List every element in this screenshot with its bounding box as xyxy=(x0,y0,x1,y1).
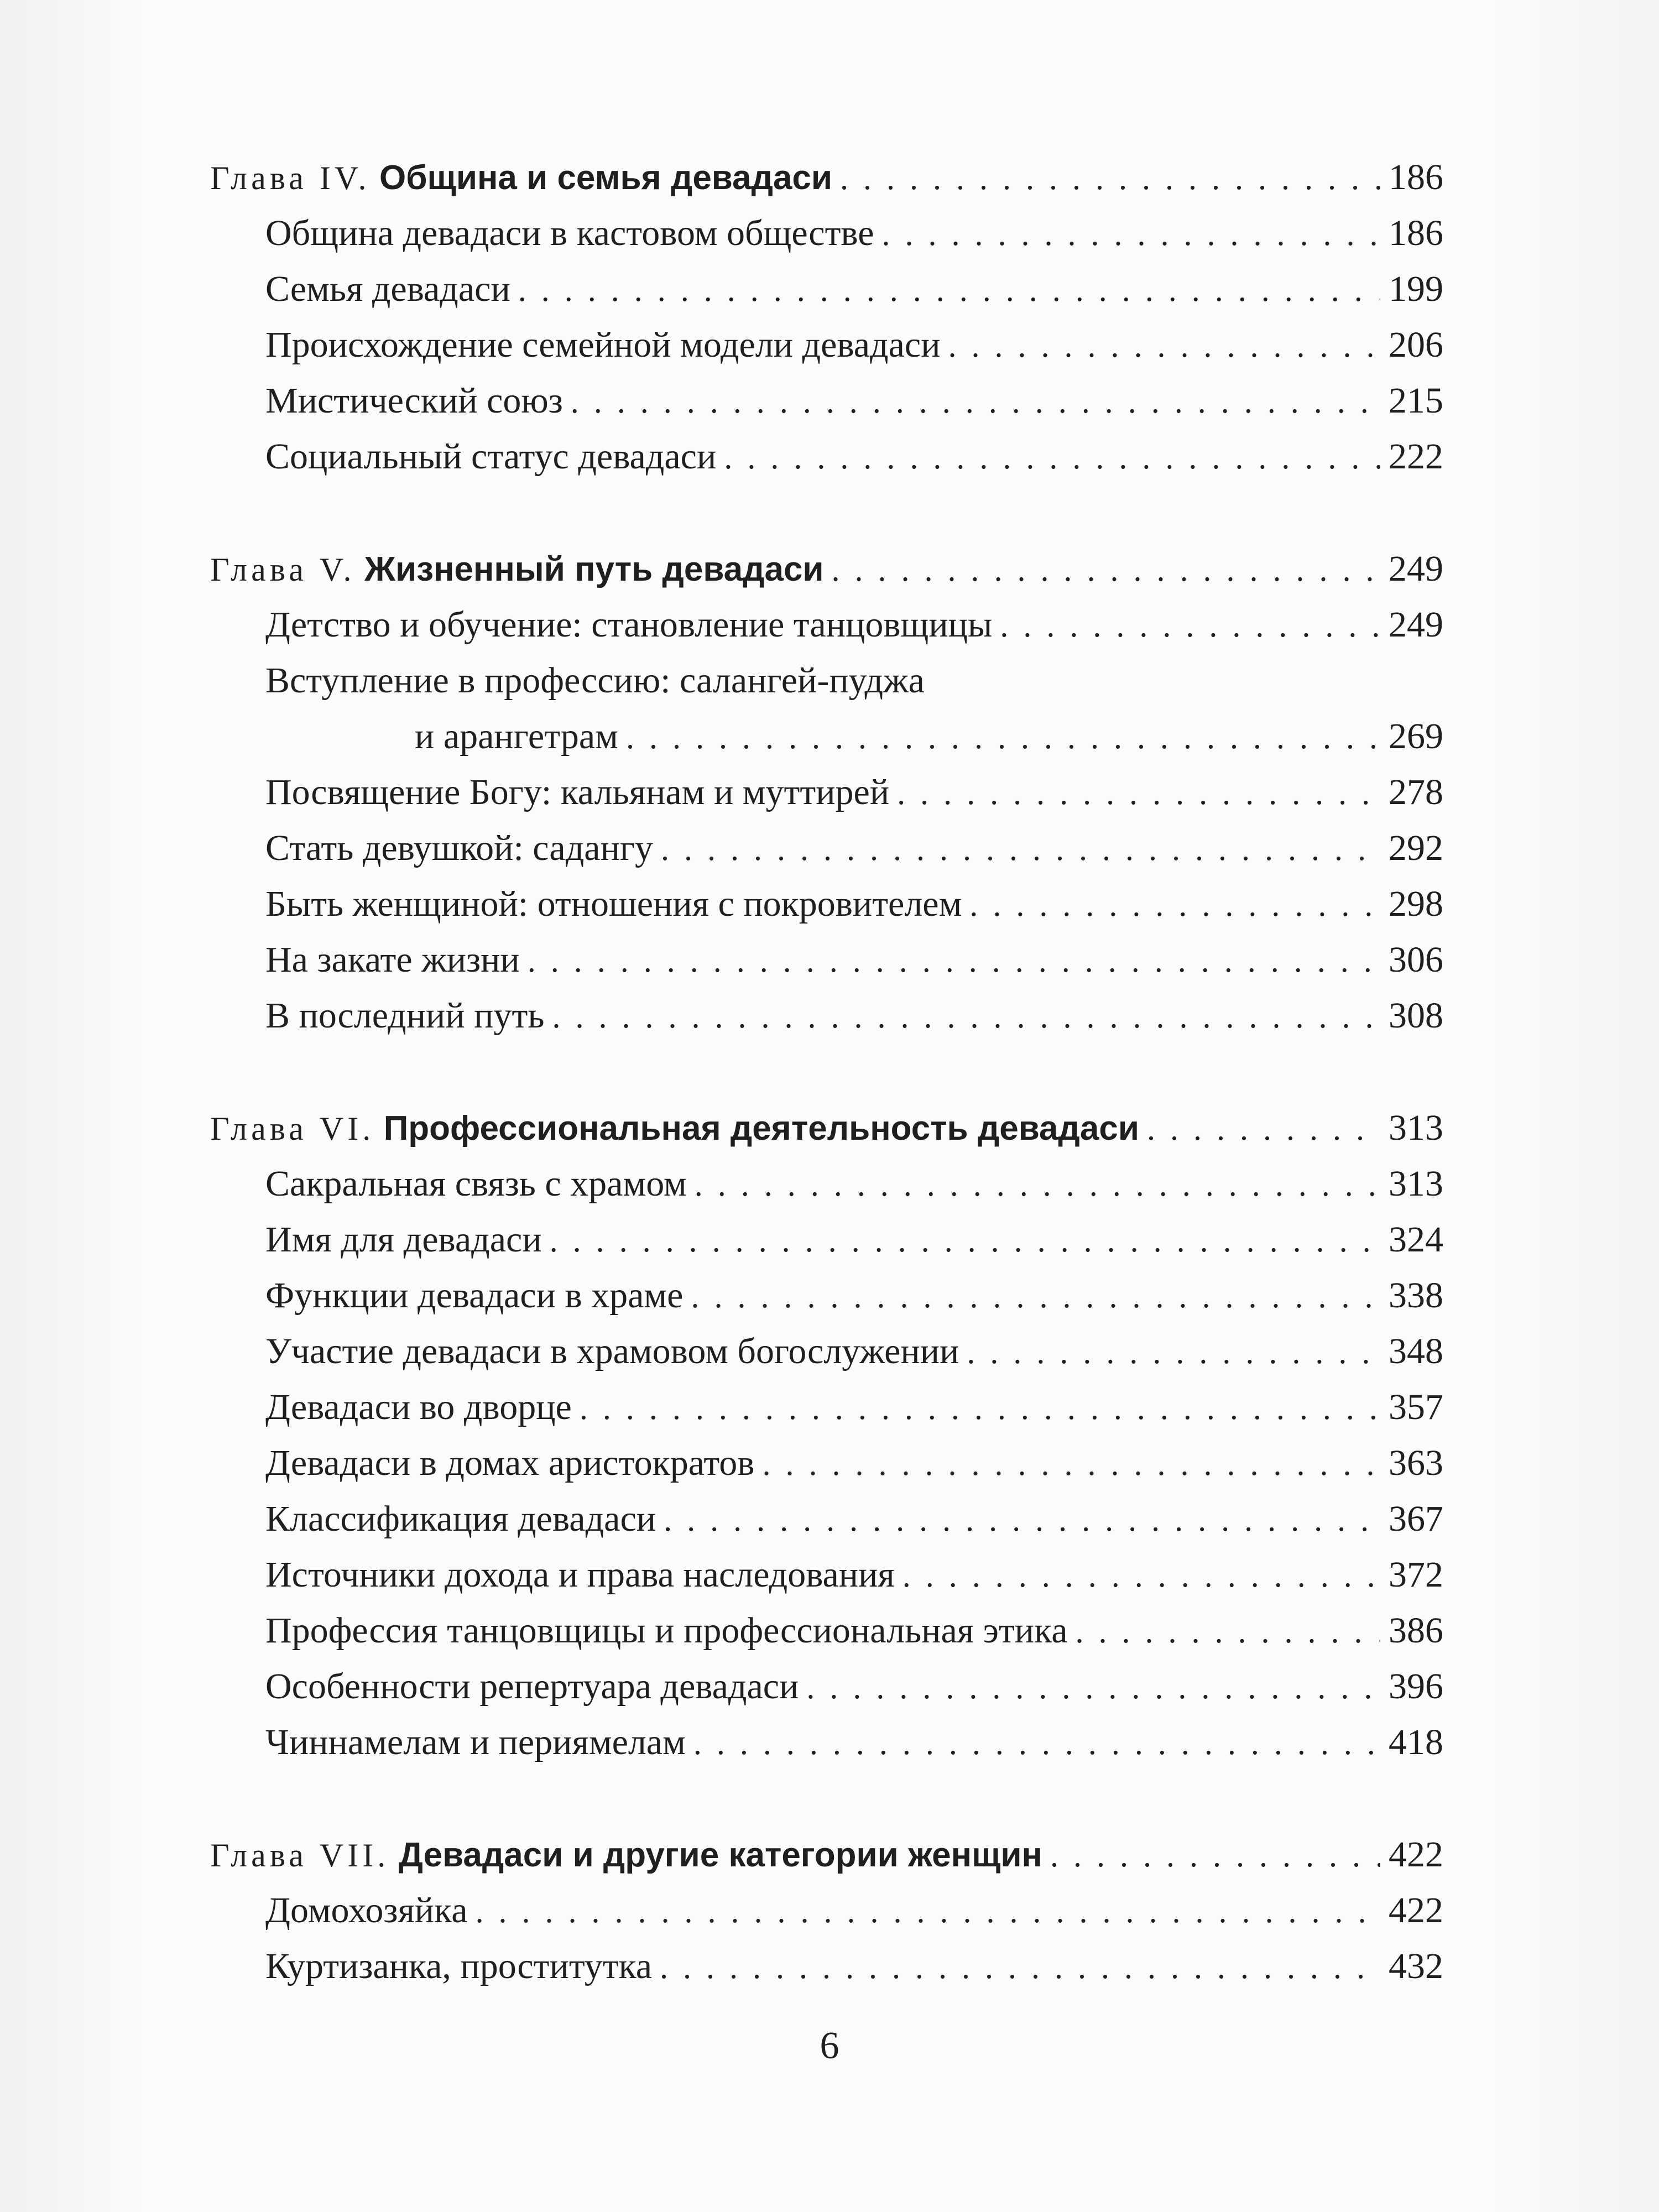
entry-label: Куртизанка, проститутка xyxy=(265,1946,652,1986)
toc-entry[interactable] xyxy=(210,317,1443,373)
page-ref: 357 xyxy=(1389,1387,1443,1427)
leader-dots xyxy=(660,1938,1380,1994)
page-ref: 432 xyxy=(1389,1946,1443,1986)
toc-entry[interactable] xyxy=(210,1156,1443,1212)
page-ref: 386 xyxy=(1389,1610,1443,1651)
table-of-contents xyxy=(210,149,1443,2051)
leader-dots xyxy=(1147,1100,1380,1156)
chapter-title: Община и семья девадаси xyxy=(379,159,833,197)
page-ref: 313 xyxy=(1389,1108,1443,1148)
page-ref: 186 xyxy=(1389,213,1443,253)
page-ref: 396 xyxy=(1389,1666,1443,1707)
entry-label: В последний путь xyxy=(265,995,545,1036)
toc-entry-first-line[interactable] xyxy=(210,653,1443,708)
page-ref: 338 xyxy=(1389,1275,1443,1316)
entry-label: На закате жизни xyxy=(265,940,520,980)
chapter-heading[interactable] xyxy=(210,1100,1443,1156)
toc-entry[interactable] xyxy=(210,1714,1443,1770)
toc-entry[interactable] xyxy=(210,764,1443,820)
toc-entry[interactable] xyxy=(210,1603,1443,1658)
toc-entry[interactable] xyxy=(210,1882,1443,1938)
entry-label: Девадаси в домах аристократов xyxy=(265,1443,755,1483)
chapter-title: Профессиональная деятельность девадаси xyxy=(383,1109,1139,1147)
toc-entry[interactable] xyxy=(210,1323,1443,1379)
toc-entry[interactable] xyxy=(210,597,1443,653)
toc-entry[interactable] xyxy=(210,1938,1443,1994)
chapter-heading[interactable] xyxy=(210,541,1443,597)
leader-dots xyxy=(902,1547,1380,1603)
page-ref: 206 xyxy=(1389,325,1443,365)
toc-entry[interactable] xyxy=(210,1491,1443,1547)
chapter-heading-text xyxy=(210,541,824,597)
leader-dots xyxy=(552,988,1380,1044)
chapter-prefix: Глава V. xyxy=(210,551,356,588)
entry-label: Девадаси во дворце xyxy=(265,1387,572,1427)
page-ref: 249 xyxy=(1389,549,1443,589)
toc-entry[interactable] xyxy=(210,988,1443,1044)
entry-label: Имя для девадаси xyxy=(265,1219,542,1260)
entry-label: Источники дохода и права наследования xyxy=(265,1554,895,1595)
page-ref: 348 xyxy=(1389,1331,1443,1371)
chapter-vi xyxy=(210,1100,1443,1770)
entry-label: Стать девушкой: садангу xyxy=(265,828,653,868)
page-ref: 249 xyxy=(1389,604,1443,645)
leader-dots xyxy=(550,1212,1380,1267)
entry-label: Особенности репертуара девадаси xyxy=(265,1666,799,1707)
leader-dots xyxy=(571,373,1380,429)
toc-entry[interactable] xyxy=(210,1547,1443,1603)
toc-entry[interactable] xyxy=(210,1658,1443,1714)
leader-dots xyxy=(967,1323,1380,1379)
entry-label: Чиннамелам и периямелам xyxy=(265,1722,686,1762)
page-ref: 422 xyxy=(1389,1834,1443,1875)
chapter-prefix: Глава VI. xyxy=(210,1110,375,1147)
entry-label: Детство и обучение: становление танцовщицы xyxy=(265,604,993,645)
leader-dots xyxy=(1050,1827,1380,1882)
entry-label: Классификация девадаси xyxy=(265,1499,656,1539)
toc-entry[interactable] xyxy=(210,1379,1443,1435)
toc-entry[interactable] xyxy=(210,205,1443,261)
toc-entry[interactable] xyxy=(210,1267,1443,1323)
leader-dots xyxy=(664,1491,1380,1547)
page-ref: 199 xyxy=(1389,269,1443,309)
page-ref: 313 xyxy=(1389,1164,1443,1204)
leader-dots xyxy=(897,764,1380,820)
entry-label: Быть женщиной: отношения с покровителем xyxy=(265,884,962,924)
page-ref: 306 xyxy=(1389,940,1443,980)
toc-entry[interactable] xyxy=(210,932,1443,988)
leader-dots xyxy=(693,1714,1380,1770)
leader-dots xyxy=(661,820,1380,876)
leader-dots xyxy=(969,876,1380,932)
entry-label: Функции девадаси в храме xyxy=(265,1275,684,1316)
leader-dots xyxy=(1000,597,1380,653)
leader-dots xyxy=(528,932,1380,988)
entry-label: Социальный статус девадаси xyxy=(265,436,717,477)
chapter-heading[interactable] xyxy=(210,1827,1443,1882)
leader-dots xyxy=(762,1435,1380,1491)
page-ref: 215 xyxy=(1389,380,1443,421)
chapter-heading[interactable] xyxy=(210,149,1443,205)
toc-entry-continuation[interactable] xyxy=(210,708,1443,764)
entry-label: Участие девадаси в храмовом богослужении xyxy=(265,1331,959,1371)
chapter-vii xyxy=(210,1827,1443,1994)
chapter-prefix: Глава IV. xyxy=(210,160,371,196)
page-ref: 292 xyxy=(1389,828,1443,868)
entry-label: Община девадаси в кастовом обществе xyxy=(265,213,874,253)
entry-label: Сакральная связь с храмом xyxy=(265,1164,687,1204)
page-ref: 324 xyxy=(1389,1219,1443,1260)
page-ref: 418 xyxy=(1389,1722,1443,1762)
leader-dots xyxy=(840,149,1380,205)
entry-label: Семья девадаси xyxy=(265,269,510,309)
leader-dots xyxy=(626,708,1380,764)
toc-entry[interactable] xyxy=(210,429,1443,484)
entry-label-continuation: и арангетрам xyxy=(415,716,618,757)
page-ref: 278 xyxy=(1389,772,1443,812)
page-ref: 363 xyxy=(1389,1443,1443,1483)
leader-dots xyxy=(948,317,1380,373)
page-ref: 298 xyxy=(1389,884,1443,924)
page-ref: 308 xyxy=(1389,995,1443,1036)
chapter-heading-text xyxy=(210,1827,1042,1882)
leader-dots xyxy=(806,1658,1380,1714)
entry-label: Вступление в профессию: салангей-пуджа xyxy=(265,660,925,701)
leader-dots xyxy=(475,1882,1380,1938)
page-number: 6 xyxy=(820,2025,839,2067)
page-ref: 372 xyxy=(1389,1554,1443,1595)
entry-label: Профессия танцовщицы и профессиональная этика xyxy=(265,1610,1068,1651)
entry-label: Домохозяйка xyxy=(265,1890,468,1931)
leader-dots xyxy=(724,429,1380,484)
chapter-prefix: Глава VII. xyxy=(210,1837,390,1874)
entry-label: Посвящение Богу: кальянам и муттирей xyxy=(265,772,890,812)
chapter-heading-text xyxy=(210,1100,1139,1156)
entry-label: Мистический союз xyxy=(265,380,563,421)
chapter-heading-text xyxy=(210,149,832,205)
page-ref: 422 xyxy=(1389,1890,1443,1931)
page-ref: 269 xyxy=(1389,716,1443,757)
toc-entry[interactable] xyxy=(210,820,1443,876)
leader-dots xyxy=(832,541,1380,597)
leader-dots xyxy=(518,261,1380,317)
leader-dots xyxy=(580,1379,1380,1435)
entry-label: Происхождение семейной модели девадаси xyxy=(265,325,941,365)
chapter-v xyxy=(210,541,1443,1044)
page-ref: 222 xyxy=(1389,436,1443,477)
chapter-iv xyxy=(210,149,1443,484)
toc-entry[interactable] xyxy=(210,876,1443,932)
toc-entry[interactable] xyxy=(210,1212,1443,1267)
leader-dots xyxy=(1076,1603,1381,1658)
page-ref: 367 xyxy=(1389,1499,1443,1539)
page-ref: 186 xyxy=(1389,157,1443,197)
leader-dots xyxy=(695,1156,1380,1212)
toc-entry[interactable] xyxy=(210,261,1443,317)
toc-entry[interactable] xyxy=(210,373,1443,429)
leader-dots xyxy=(691,1267,1380,1323)
chapter-title: Девадаси и другие категории женщин xyxy=(398,1836,1042,1874)
chapter-title: Жизненный путь девадаси xyxy=(364,550,824,588)
leader-dots xyxy=(882,205,1380,261)
toc-entry[interactable] xyxy=(210,1435,1443,1491)
